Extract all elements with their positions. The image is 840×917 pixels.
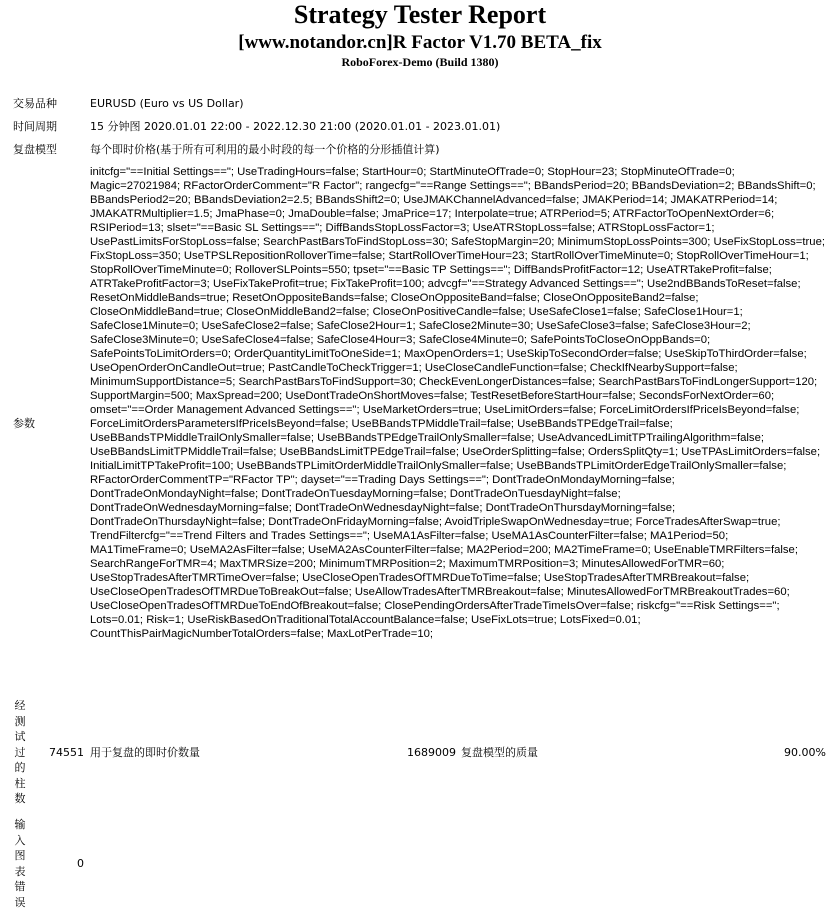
report-title: Strategy Tester Report (293, 0, 547, 29)
quality-label: 复盘模型的质量 (461, 746, 538, 759)
params-label: 参数 (13, 417, 35, 430)
server-build: RoboForex-Demo (Build 1380) (341, 55, 499, 69)
bars-label: 经测试过的柱数 (14, 699, 26, 805)
period-label: 时间周期 (13, 120, 57, 133)
symbol-label: 交易品种 (13, 97, 57, 110)
model-value: 每个即时价格(基于所有可利用的最小时段的每一个价格的分形插值计算) (90, 143, 440, 156)
params-value: initcfg="==Initial Settings=="; UseTradingHours=false; StartHour=0; StartMinuteOfTrade=0; StopHour=23; StopMinuteOfTrade=0; Magic=27021984; RFactorOrderComment="R Factor"; rangecfg="==Range Settings=="; BBandsPeriod=20; BBandsDeviation=2; BBandsShift=0; BBandsPeriod2=20; BBandsDeviation2=2.5; BBandsShift2=0; UseJMAKChannelAdvanced=false; JMAKPeriod=14; JMAKATRPeriod=14; JMAKATRMultiplier=1.5; JmaPhase=0; JmaDouble=false; JmaPrice=17; Interpolate=true; ATRPeriod=5; ATRFactorToOpenNextOrder=6; RSIPeriod=13; slset="==Basic SL Settings=="; DiffBandsStopLossFactor=3; UseATRStopLoss=false; ATRStopLossFactor=1; UsePastLimitsForStopLoss=false; SearchPastBarsToFindStopLoss=30; SafeStopMargin=20; MinimumStopLossPoints=300; UseFixStopLoss=true; FixStopLoss=350; UseTPSLRepositionRolloverTime=false; StartRollOverTimeHour=23; StartRollOverTimeMinute=0; StopRollOverTimeHour=1; StopRollOverTimeMinute=0; RolloverSLPoints=550; tpset="==Basic TP Settings=="; DiffBandsProfitFactor=12; UseATRTakeProfit=false; ATRTakeProfitFactor=3; UseFixTakeProfit=true; FixTakeProfit=100; advcgf="==Strategy Advanced Settings=="; Use2ndBBandsToReset=false; ResetOnMiddleBands=true; ResetOnOppositeBands=false; CloseOnOppositeBand=false; CloseOnOppositeBand2=false; CloseOnMiddleBand=true; CloseOnMiddleBand2=false; CloseOnPositiveCandle=false; UseSafeClose1=false; SafeClose1Hour=1; SafeClose1Minute=0; UseSafeClose2=false; SafeClose2Hour=1; SafeClose2Minute=30; UseSafeClose3=false; SafeClose3Hour=2; SafeClose3Minute=0; UseSafeClose4=false; SafeClose4Hour=3; SafeClose4Minute=0; SafePointsToCloseOnOppBands=0; SafePointsToLimitOrders=0; OrderQuantityLimitToOneSide=1; MaxOpenOrders=1; UseSkipToSecondOrder=false; UseSkipToThirdOrder=false; UseOpenOrderOnCandleOut=true; PastCandleToCheckTrigger=1; UseCloseCandleFunction=false; CheckIfNearbySupport=false; MinimumSupportDistance=5; SearchPastBarsToFindSupport=30; CheckEvenLongerDistances=false; SearchPastBarsToFindLongerSupport=120; SupportMargin=500; MaxSpread=200; UseDontTradeOnShortMoves=false; TestResetBeforeStartHour=false; SecondsForNextOrder=60; omset="==Order Management Advanced Settings=="; UseMarketOrders=true; UseLimitOrders=false; ForceLimitOrdersIfPriceIsBeyond=false; ForceLimitOrdersParametersIfPriceIsBeyond=false; UseBBandsTPMiddleTrail=false; UseBBandsTPEdgeTrail=false; UseBBandsTPMiddleTrailOnlySmaller=false; UseBBandsTPEdgeTrailOnlySmaller=false; UseAdvancedLimitTPTrailingAlgorithm=false; UseBBandsLimitTPMiddleTrail=false; UseBBandsLimitTPEdgeTrail=false; UseOrderSplitting=false; OrdersSplitQty=1; UseTPAsLimitOrders=false; InitialLimitTPTakeProfit=100; UseBBandsTPLimitOrderMiddleTrailOnlySmaller=false; UseBBandsTPLimitOrderEdgeTrailOnlySmaller=false; RFactorOrderCommentTP="RFactor TP"; dayset="==Trading Days Settings=="; DontTradeOnMondayMorning=false; DontTradeOnMondayNight=false; DontTradeOnTuesdayMorning=false; DontTradeOnTuesdayNight=false; DontTradeOnWednesdayMorning=false; DontTradeOnWednesdayNight=false; DontTradeOnThursdayMorning=false; DontTradeOnThursdayNight=false; DontTradeOnFridayMorning=false; AvoidTripleSwapOnWednesday=true; ForceTradesAfterSwap=true; TrendFiltercfg="==Trend Filters and Trades Settings=="; UseMA1AsFilter=false; UseMA1AsCounterFilter=false; MA1Period=50; MA1TimeFrame=0; UseMA2AsFilter=false; UseMA2AsCounterFilter=false; MA2Period=200; MA2TimeFrame=0; UseEnableTMRFilters=false; SearchRangeForTMR=4; MaxTMRSize=200; MinimumTMRPosition=2; MaximumTMRPosition=3; MinutesAllowedForTMR=60; UseStopTradesAfterTMRTimeOver=false; UseCloseOpenTradesOfTMRDueToTime=false; UseStopTradesAfterTMRBreakout=false; UseCloseOpenTradesOfTMRDueToBreakOut=false; UseAllowTradesAfterTMRBreakout=false; MinutesAllowedForTMRBreakoutTrades=60; UseCloseOpenTradesOfTMRDueToEndOfBreakout=false; ClosePendingOrdersAfterTradeTimeIsOver=false; riskcfg="==Risk Settings=="; Lots=0.01; Risk=1; UseRiskBasedOnTraditionalTotalAccountBalance=false; UseFixLots=true; LotsFixed=0.01; CountThisPairMagicNumberTotalOrders=false; MaxLotPerTrade=10; (90, 166, 825, 640)
model-label: 复盘模型 (13, 143, 57, 156)
period-value: 15 分钟图 2020.01.01 22:00 - 2022.12.30 21:00 (2020.01.01 - 2023.01.01) (90, 120, 501, 133)
ticks-value: 1689009 (407, 746, 456, 759)
quality-value: 90.00% (784, 746, 826, 759)
errors-value: 0 (77, 857, 84, 870)
symbol-value: EURUSD (Euro vs US Dollar) (90, 97, 244, 110)
errors-label: 输入图表错误 (14, 818, 26, 909)
ticks-label: 用于复盘的即时价数量 (90, 746, 200, 759)
bars-value: 74551 (49, 746, 84, 759)
expert-name: [www.notandor.cn]R Factor V1.70 BETA_fix (238, 32, 602, 53)
